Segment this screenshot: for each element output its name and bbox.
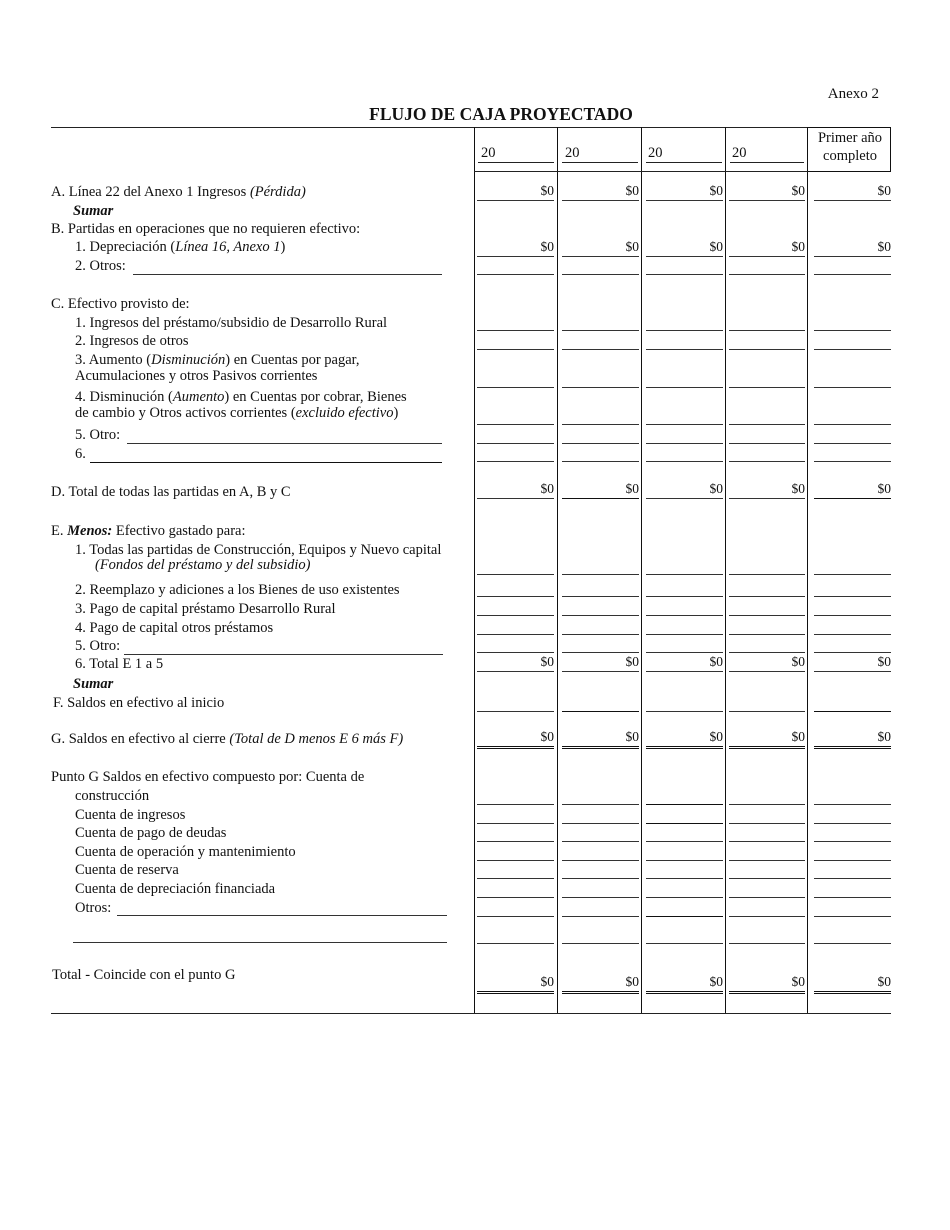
row-b1-label: 1. Depreciación (Línea 16, Anexo 1) <box>75 239 286 255</box>
row-c5-col3-field[interactable] <box>646 443 723 444</box>
row-c6-label: 6. <box>75 446 86 462</box>
row-c4-col2-field[interactable] <box>562 424 639 425</box>
row-c4-label-2: de cambio y Otros activos corrientes (excluido efectivo) <box>75 405 399 421</box>
row-c-label: C. Efectivo provisto de: <box>51 296 190 312</box>
row-f-col3-field[interactable] <box>646 711 723 712</box>
row-g-label: G. Saldos en efectivo al cierre (Total de D menos E 6 más F) <box>51 731 404 747</box>
b2-text-field[interactable] <box>133 274 442 275</box>
row-e2-label: 2. Reemplazo y adiciones a los Bienes de uso existentes <box>75 582 400 598</box>
row-d-col1-field[interactable] <box>477 498 554 499</box>
row-b2-col5-field[interactable] <box>814 274 891 275</box>
column-divider <box>557 127 558 1013</box>
row-g-col1-field[interactable] <box>477 746 554 749</box>
row-pg-otros-col5-field[interactable] <box>814 916 891 917</box>
year-header-4: 20 <box>732 145 747 161</box>
row-e2-col2-field[interactable] <box>562 596 639 597</box>
row-c5-col1-field[interactable] <box>477 443 554 444</box>
row-pg-otros-2-col4-field[interactable] <box>729 943 805 944</box>
row-pg-otros-col3-field[interactable] <box>646 916 723 917</box>
row-b2-col3-field[interactable] <box>646 274 723 275</box>
c6-text-field[interactable] <box>90 462 442 463</box>
row-e3-col5-field[interactable] <box>814 615 891 616</box>
row-e5-col5-field[interactable] <box>814 652 891 653</box>
row-e6-col1-field[interactable] <box>477 671 554 672</box>
row-total-col2-field[interactable] <box>562 991 639 994</box>
year-underline-1 <box>478 162 554 163</box>
row-total-col4-value: $0 <box>791 974 805 989</box>
row-a-col5-value: $0 <box>877 183 891 198</box>
row-c3-col4-field[interactable] <box>729 387 805 388</box>
row-total-col3-value: $0 <box>709 974 723 989</box>
row-a-col4-field[interactable] <box>729 200 805 201</box>
row-e2-col3-field[interactable] <box>646 596 723 597</box>
column-divider <box>807 127 808 1013</box>
row-c5-label: 5. Otro: <box>75 427 121 443</box>
row-e2-col1-field[interactable] <box>477 596 554 597</box>
pg-otros-label: Otros: <box>75 900 112 916</box>
row-e5-col1-field[interactable] <box>477 652 554 653</box>
year-header-1: 20 <box>481 145 496 161</box>
row-c1-col4-field[interactable] <box>729 330 805 331</box>
row-total-col4-field[interactable] <box>729 991 805 994</box>
row-e3-col3-field[interactable] <box>646 615 723 616</box>
row-pg-otros-2-col3-field[interactable] <box>646 943 723 944</box>
top-rule <box>51 127 808 128</box>
row-a-col1-field[interactable] <box>477 200 554 201</box>
row-e4-label: 4. Pago de capital otros préstamos <box>75 620 274 636</box>
row-pg-otros-2-col5-field[interactable] <box>814 943 891 944</box>
row-e4-col2-field[interactable] <box>562 634 639 635</box>
row-g-col4-value: $0 <box>791 729 805 744</box>
row-pg-construccion-col5-field[interactable] <box>814 804 891 805</box>
row-b1-col2-value: $0 <box>625 239 639 254</box>
row-total-col1-value: $0 <box>540 974 554 989</box>
year-underline-4 <box>730 162 804 163</box>
row-d-col5-field[interactable] <box>814 498 891 499</box>
row-pg-otros-2-col2-field[interactable] <box>562 943 639 944</box>
bottom-rule <box>51 1013 891 1014</box>
header-separator <box>474 171 808 172</box>
e5-text-field[interactable] <box>124 654 443 655</box>
row-pg-reserva-col4-field[interactable] <box>729 878 805 879</box>
row-pg-operacion-col5-field[interactable] <box>814 860 891 861</box>
pg-otros-text-field-2[interactable] <box>73 942 447 943</box>
row-d-col2-value: $0 <box>625 481 639 496</box>
year-header-2: 20 <box>565 145 580 161</box>
row-e3-label: 3. Pago de capital préstamo Desarrollo Rural <box>75 601 336 617</box>
row-f-col5-field[interactable] <box>814 711 891 712</box>
punto-g-label-2: construcción <box>75 788 150 804</box>
row-c1-col5-field[interactable] <box>814 330 891 331</box>
row-pg-deudas-col3-field[interactable] <box>646 841 723 842</box>
row-g-col3-value: $0 <box>709 729 723 744</box>
row-e-label: E. Menos: Efectivo gastado para: <box>51 523 246 539</box>
c5-text-field[interactable] <box>127 443 442 444</box>
row-pg-ingresos-col5-field[interactable] <box>814 823 891 824</box>
row-b1-col3-value: $0 <box>709 239 723 254</box>
row-pg-depreciacion-col1-field[interactable] <box>477 897 554 898</box>
pg-depreciacion-label: Cuenta de depreciación financiada <box>75 881 276 897</box>
punto-g-label: Punto G Saldos en efectivo compuesto por: Cuenta de <box>51 769 365 785</box>
row-b-label: B. Partidas en operaciones que no requieren efectivo: <box>51 221 361 237</box>
row-c2-col3-field[interactable] <box>646 349 723 350</box>
row-pg-deudas-col4-field[interactable] <box>729 841 805 842</box>
year-underline-2 <box>562 162 638 163</box>
row-e6-col2-field[interactable] <box>562 671 639 672</box>
row-b2-col2-field[interactable] <box>562 274 639 275</box>
row-c4-col4-field[interactable] <box>729 424 805 425</box>
row-c5-col4-field[interactable] <box>729 443 805 444</box>
row-pg-reserva-col3-field[interactable] <box>646 878 723 879</box>
row-a-col3-field[interactable] <box>646 200 723 201</box>
row-c2-col2-field[interactable] <box>562 349 639 350</box>
row-c2-col4-field[interactable] <box>729 349 805 350</box>
row-total-col3-field[interactable] <box>646 991 723 994</box>
row-c2-label: 2. Ingresos de otros <box>75 333 189 349</box>
row-b1-col4-field[interactable] <box>729 256 805 257</box>
row-c6-col5-field[interactable] <box>814 461 891 462</box>
row-c6-col1-field[interactable] <box>477 461 554 462</box>
row-pg-construccion-col3-field[interactable] <box>646 804 723 805</box>
row-e6-col3-field[interactable] <box>646 671 723 672</box>
row-f-col2-field[interactable] <box>562 711 639 712</box>
row-f-col4-field[interactable] <box>729 711 805 712</box>
row-d-col4-value: $0 <box>791 481 805 496</box>
row-pg-depreciacion-col5-field[interactable] <box>814 897 891 898</box>
row-pg-ingresos-col3-field[interactable] <box>646 823 723 824</box>
row-total-col5-field[interactable] <box>814 991 891 994</box>
row-b1-col1-field[interactable] <box>477 256 554 257</box>
annex-label: Anexo 2 <box>827 86 879 102</box>
row-c3-col1-field[interactable] <box>477 387 554 388</box>
row-e6-col2-value: $0 <box>625 654 639 669</box>
total-label: Total - Coincide con el punto G <box>52 967 236 983</box>
row-g-col5-field[interactable] <box>814 746 891 749</box>
row-c1-col1-field[interactable] <box>477 330 554 331</box>
row-e1-label: 1. Todas las partidas de Construcción, Equipos y Nuevo capital <box>75 542 442 558</box>
row-pg-operacion-col4-field[interactable] <box>729 860 805 861</box>
full-year-header: Primer año completo <box>817 130 883 164</box>
row-e1-label-2: (Fondos del préstamo y del subsidio) <box>95 557 311 573</box>
row-e1-col1-field[interactable] <box>477 574 554 575</box>
row-pg-ingresos-col1-field[interactable] <box>477 823 554 824</box>
row-b2-col1-field[interactable] <box>477 274 554 275</box>
row-c6-col4-field[interactable] <box>729 461 805 462</box>
sumar-label: Sumar <box>73 203 114 219</box>
pg-operacion-label: Cuenta de operación y mantenimiento <box>75 844 296 860</box>
row-c4-col3-field[interactable] <box>646 424 723 425</box>
row-e1-col4-field[interactable] <box>729 574 805 575</box>
row-b1-col5-field[interactable] <box>814 256 891 257</box>
row-e5-label: 5. Otro: <box>75 638 121 654</box>
row-a-label: A. Línea 22 del Anexo 1 Ingresos (Pérdida) <box>51 184 306 200</box>
row-e1-col2-field[interactable] <box>562 574 639 575</box>
row-pg-deudas-col1-field[interactable] <box>477 841 554 842</box>
row-c4-label: 4. Disminución (Aumento) en Cuentas por cobrar, Bienes <box>75 389 407 405</box>
row-e2-col4-field[interactable] <box>729 596 805 597</box>
row-pg-reserva-col5-field[interactable] <box>814 878 891 879</box>
row-g-col2-value: $0 <box>625 729 639 744</box>
row-pg-deudas-col2-field[interactable] <box>562 841 639 842</box>
pg-otros-text-field[interactable] <box>117 915 447 916</box>
row-pg-ingresos-col2-field[interactable] <box>562 823 639 824</box>
row-e6-col3-value: $0 <box>709 654 723 669</box>
pg-ingresos-label: Cuenta de ingresos <box>75 807 186 823</box>
row-c3-label-2: Acumulaciones y otros Pasivos corrientes <box>75 368 318 384</box>
row-b1-col2-field[interactable] <box>562 256 639 257</box>
row-pg-operacion-col2-field[interactable] <box>562 860 639 861</box>
row-c2-col5-field[interactable] <box>814 349 891 350</box>
year-underline-3 <box>646 162 722 163</box>
row-pg-deudas-col5-field[interactable] <box>814 841 891 842</box>
row-g-col1-value: $0 <box>540 729 554 744</box>
row-pg-depreciacion-col3-field[interactable] <box>646 897 723 898</box>
row-pg-construccion-col4-field[interactable] <box>729 804 805 805</box>
row-d-col4-field[interactable] <box>729 498 805 499</box>
row-pg-otros-col4-field[interactable] <box>729 916 805 917</box>
row-pg-construccion-col2-field[interactable] <box>562 804 639 805</box>
row-d-col2-field[interactable] <box>562 498 639 499</box>
row-e4-col1-field[interactable] <box>477 634 554 635</box>
row-pg-otros-2-col1-field[interactable] <box>477 943 554 944</box>
row-e4-col4-field[interactable] <box>729 634 805 635</box>
page-title: FLUJO DE CAJA PROYECTADO <box>369 104 633 124</box>
row-b1-col4-value: $0 <box>791 239 805 254</box>
row-pg-depreciacion-col2-field[interactable] <box>562 897 639 898</box>
pg-reserva-label: Cuenta de reserva <box>75 862 179 878</box>
row-pg-depreciacion-col4-field[interactable] <box>729 897 805 898</box>
row-c5-col5-field[interactable] <box>814 443 891 444</box>
row-b1-col3-field[interactable] <box>646 256 723 257</box>
row-b2-label: 2. Otros: <box>75 258 126 274</box>
row-pg-operacion-col1-field[interactable] <box>477 860 554 861</box>
row-a-col2-field[interactable] <box>562 200 639 201</box>
row-total-col5-value: $0 <box>877 974 891 989</box>
row-e1-col5-field[interactable] <box>814 574 891 575</box>
row-f-col1-field[interactable] <box>477 711 554 712</box>
row-pg-reserva-col2-field[interactable] <box>562 878 639 879</box>
row-e5-col2-field[interactable] <box>562 652 639 653</box>
row-c3-col3-field[interactable] <box>646 387 723 388</box>
row-e6-label: 6. Total E 1 a 5 <box>75 656 164 672</box>
row-pg-construccion-col1-field[interactable] <box>477 804 554 805</box>
row-b1-col5-value: $0 <box>877 239 891 254</box>
sumar-label-2: Sumar <box>73 676 114 692</box>
row-pg-otros-col2-field[interactable] <box>562 916 639 917</box>
row-pg-otros-col1-field[interactable] <box>477 916 554 917</box>
row-e6-col4-value: $0 <box>791 654 805 669</box>
row-e3-col1-field[interactable] <box>477 615 554 616</box>
row-e1-col3-field[interactable] <box>646 574 723 575</box>
row-c1-col2-field[interactable] <box>562 330 639 331</box>
year-header-3: 20 <box>648 145 663 161</box>
row-a-col5-field[interactable] <box>814 200 891 201</box>
pg-deudas-label: Cuenta de pago de deudas <box>75 825 227 841</box>
row-d-col3-value: $0 <box>709 481 723 496</box>
row-g-col4-field[interactable] <box>729 746 805 749</box>
row-e3-col4-field[interactable] <box>729 615 805 616</box>
row-pg-reserva-col1-field[interactable] <box>477 878 554 879</box>
row-c4-col1-field[interactable] <box>477 424 554 425</box>
row-total-col2-value: $0 <box>625 974 639 989</box>
row-g-col2-field[interactable] <box>562 746 639 749</box>
row-f-label: F. Saldos en efectivo al inicio <box>53 695 225 711</box>
row-c3-label: 3. Aumento (Disminución) en Cuentas por pagar, <box>75 352 360 368</box>
row-c6-col2-field[interactable] <box>562 461 639 462</box>
row-e5-col4-field[interactable] <box>729 652 805 653</box>
row-c2-col1-field[interactable] <box>477 349 554 350</box>
row-a-col1-value: $0 <box>540 183 554 198</box>
row-e4-col3-field[interactable] <box>646 634 723 635</box>
row-e2-col5-field[interactable] <box>814 596 891 597</box>
column-divider <box>474 127 475 1013</box>
row-c1-label: 1. Ingresos del préstamo/subsidio de Desarrollo Rural <box>75 315 388 331</box>
row-d-col1-value: $0 <box>540 481 554 496</box>
row-a-col4-value: $0 <box>791 183 805 198</box>
row-c1-col3-field[interactable] <box>646 330 723 331</box>
row-e4-col5-field[interactable] <box>814 634 891 635</box>
column-divider <box>641 127 642 1013</box>
column-divider <box>725 127 726 1013</box>
row-g-col3-field[interactable] <box>646 746 723 749</box>
row-e5-col3-field[interactable] <box>646 652 723 653</box>
row-c5-col2-field[interactable] <box>562 443 639 444</box>
row-e6-col1-value: $0 <box>540 654 554 669</box>
row-d-col3-field[interactable] <box>646 498 723 499</box>
row-d-label: D. Total de todas las partidas en A, B y C <box>51 484 291 500</box>
row-e6-col4-field[interactable] <box>729 671 805 672</box>
row-c4-col5-field[interactable] <box>814 424 891 425</box>
row-total-col1-field[interactable] <box>477 991 554 994</box>
row-pg-operacion-col3-field[interactable] <box>646 860 723 861</box>
row-c6-col3-field[interactable] <box>646 461 723 462</box>
row-d-col5-value: $0 <box>877 481 891 496</box>
row-g-col5-value: $0 <box>877 729 891 744</box>
row-pg-ingresos-col4-field[interactable] <box>729 823 805 824</box>
row-b2-col4-field[interactable] <box>729 274 805 275</box>
row-a-col2-value: $0 <box>625 183 639 198</box>
row-c3-col2-field[interactable] <box>562 387 639 388</box>
row-c3-col5-field[interactable] <box>814 387 891 388</box>
row-e6-col5-field[interactable] <box>814 671 891 672</box>
row-a-col3-value: $0 <box>709 183 723 198</box>
row-e6-col5-value: $0 <box>877 654 891 669</box>
row-e3-col2-field[interactable] <box>562 615 639 616</box>
row-b1-col1-value: $0 <box>540 239 554 254</box>
